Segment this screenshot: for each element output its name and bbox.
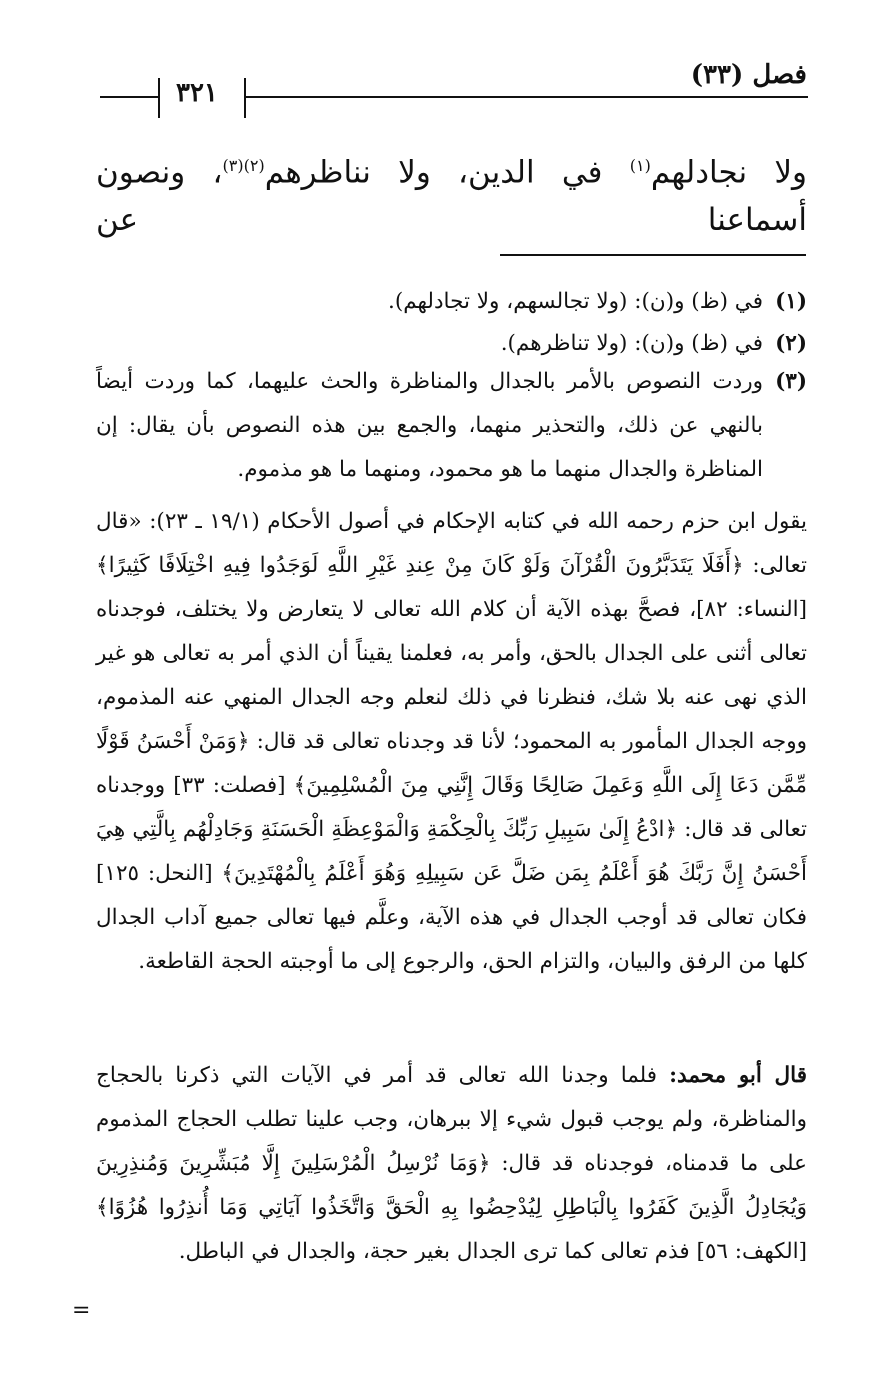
footnote-3-number: (٣) <box>775 369 807 394</box>
footnote-ref-1: (١) <box>629 156 651 175</box>
main-text-part3: ، ونصون أسماعنا عن <box>96 154 807 239</box>
footnote-2-text: في (ظ) و(ن): (ولا تناظرهم). <box>500 331 763 356</box>
ibn-hazm-quote: يقول ابن حزم رحمه الله في كتابه الإحكام في أصول الأحكام (١٩/١ ـ ٢٣): «قال تعالى: ﴿أَفَلَا يَتَدَبَّرُونَ الْقُرْآنَ وَلَوْ كَانَ مِنْ عِندِ غَيْرِ اللَّهِ لَوَجَدُوا فِيهِ اخْتِلَافًا كَثِيرًا﴾ [النساء: ٨٢]، فصحَّ بهذه الآية أن كلام الله تعالى لا يتعارض ولا يختلف، فوجدناه تعالى أثنى على الجدال بالحق، وأمر به، فعلمنا يقيناً أن الذي أمر به تعالى هو غير الذي نهى عنه بلا شك، فنظرنا في ذلك لنعلم وجه الجدال المنهي عنه المذموم، ووجه الجدال المأمور به المحمود؛ لأنا قد وجدناه تعالى قد قال: ﴿وَمَنْ أَحْسَنُ قَوْلًا مِّمَّن دَعَا إِلَى اللَّهِ وَعَمِلَ صَالِحًا وَقَالَ إِنَّنِي مِنَ الْمُسْلِمِينَ﴾ [فصلت: ٣٣] ووجدناه تعالى قد قال: ﴿ادْعُ إِلَىٰ سَبِيلِ رَبِّكَ بِالْحِكْمَةِ وَالْمَوْعِظَةِ الْحَسَنَةِ وَجَادِلْهُم بِالَّتِي هِيَ أَحْسَنُ إِنَّ رَبَّكَ هُوَ أَعْلَمُ بِمَن ضَلَّ عَن سَبِيلِهِ وَهُوَ أَعْلَمُ بِالْمُهْتَدِينَ﴾ [النحل: ١٢٥] فكان تعالى قد أوجب الجدال في هذه الآية، وعلَّم فيها تعالى جميع آداب الجدال كلها من الرفق والبيان، والتزام الحق، والرجوع إلى ما أوجبته الحجة القاطعة. <box>96 509 807 974</box>
abu-muhammad-text: فلما وجدنا الله تعالى قد أمر في الآيات التي ذكرنا بالحجاج والمناظرة، ولم يوجب قبول شيء إلا ببرهان، وجب علينا تطلب الحجاج المذموم على ما قدمناه، فوجدناه قد قال: ﴿وَمَا نُرْسِلُ الْمُرْسَلِينَ إِلَّا مُبَشِّرِينَ وَمُنذِرِينَ وَيُجَادِلُ الَّذِينَ كَفَرُوا بِالْبَاطِلِ لِيُدْحِضُوا بِهِ الْحَقَّ وَاتَّخَذُوا آيَاتِي وَمَا أُنذِرُوا هُزُوًا﴾ [الكهف: ٥٦] فذم تعالى كما ترى الجدال بغير حجة، والجدال في الباطل. <box>96 1063 807 1264</box>
header-tick-right <box>244 78 246 118</box>
chapter-heading: فصل (٣٣) <box>690 60 807 90</box>
footnote-divider <box>500 254 806 256</box>
header-rule-right <box>244 96 808 98</box>
footnote-1 <box>96 280 807 324</box>
header-rule-left <box>100 96 158 98</box>
main-text <box>96 142 807 244</box>
main-text-part1: ولا نجادلهم <box>650 154 808 191</box>
footnote-1-text: في (ظ) و(ن): (ولا تجالسهم، ولا تجادلهم). <box>387 289 763 314</box>
header-tick-left <box>158 78 160 118</box>
continuation-mark: = <box>72 1298 91 1323</box>
footnote-2-number: (٢) <box>775 331 807 356</box>
footnote-3 <box>96 360 807 492</box>
footnote-1-number: (١) <box>775 289 807 314</box>
footnote-ref-2-3: (٢)(٣) <box>222 156 265 175</box>
footnote-3-text: وردت النصوص بالأمر بالجدال والمناظرة والحث عليهما، كما وردت أيضاً بالنهي عن ذلك، والتحذير منهما، والجمع بين هذه النصوص بأن يقال: إن المناظرة والجدال منهما ما هو محمود، ومنهما ما هو مذموم. <box>96 369 763 482</box>
page-number: ٣٢١ <box>176 78 218 108</box>
main-text-part2: في الدين، ولا نناظرهم <box>264 154 630 191</box>
abu-muhammad-quote <box>96 1054 807 1274</box>
abu-muhammad-lead: قال أبو محمد: <box>669 1063 807 1088</box>
